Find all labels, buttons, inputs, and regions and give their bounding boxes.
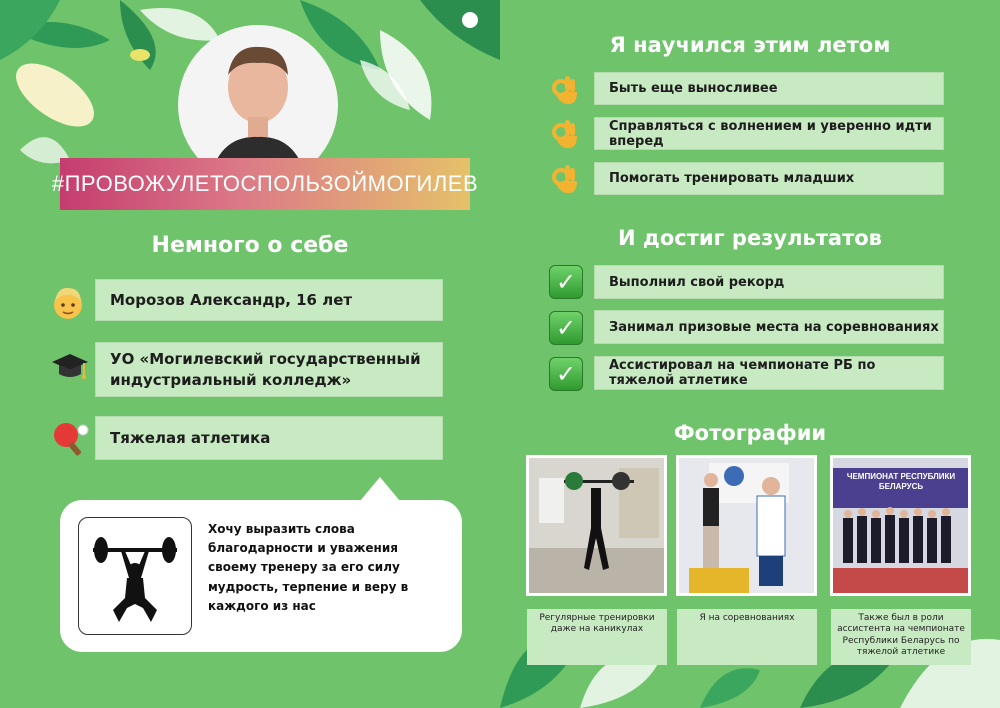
results-item-3-box	[594, 356, 944, 390]
about-name-box	[95, 279, 443, 321]
learned-title: Я научился этим летом	[609, 33, 891, 57]
hashtag-banner	[51, 158, 479, 210]
ok-hand-icon	[550, 118, 580, 156]
ping-pong-icon	[50, 420, 90, 464]
results-item: Ассистировал на чемпионате РБ по тяжелой атлетике	[609, 358, 876, 388]
photo-caption: Я на соревнованиях	[677, 609, 817, 665]
photos-title: Фотографии	[673, 421, 827, 445]
weightlifter-icon	[78, 517, 192, 635]
hashtag-text: #ПРОВОЖУЛЕТОСПОЛЬЗОЙМОГИЛЕВ	[51, 171, 479, 196]
results-item: Занимал призовые места на соревнованиях	[609, 319, 939, 335]
photo-caption: Регулярные тренировки даже на каникулах	[527, 609, 667, 665]
check-mark-icon: ✓	[549, 357, 583, 391]
championship-banner-text: ЧЕМПИОНАТ РЕСПУБЛИКИ БЕЛАРУСЬ	[846, 472, 956, 492]
graduation-cap-icon	[50, 350, 90, 392]
training-photo	[526, 455, 667, 596]
results-item: Выполнил свой рекорд	[609, 274, 785, 290]
person-icon	[50, 285, 86, 327]
quote-bubble	[60, 500, 462, 652]
check-mark-icon: ✓	[549, 311, 583, 345]
championship-photo	[830, 455, 971, 596]
quote-text: Хочу выразить слова благодарности и уважения своему тренеру за его силу мудрость, терпение и веру в каждого из нас	[208, 522, 409, 613]
results-title: И достиг результатов	[618, 226, 882, 250]
competition-photo	[676, 455, 817, 596]
about-sport-box	[95, 416, 443, 460]
check-mark-icon: ✓	[549, 265, 583, 299]
about-title: Немного о себе	[151, 233, 349, 258]
results-item-2-box	[594, 310, 944, 344]
ok-hand-icon	[550, 74, 580, 111]
learned-item-3-box	[594, 162, 944, 195]
learned-item: Помогать тренировать младших	[609, 171, 855, 186]
learned-item: Справляться с волнением и уверенно идти вперед	[609, 118, 932, 149]
photo-caption: Также был в роли ассистента на чемпионате Республики Беларусь по тяжелой атлетике	[831, 609, 971, 665]
learned-item-2-box	[594, 117, 944, 150]
learned-item: Быть еще выносливее	[609, 81, 778, 96]
about-school-box	[95, 342, 443, 397]
ok-hand-icon	[550, 163, 580, 201]
learned-item-1-box	[594, 72, 944, 105]
about-name: Морозов Александр, 16 лет	[110, 291, 353, 309]
results-item-1-box	[594, 265, 944, 299]
about-school: УО «Могилевский государственный индустриальный колледж»	[110, 349, 421, 389]
about-sport: Тяжелая атлетика	[110, 429, 271, 447]
